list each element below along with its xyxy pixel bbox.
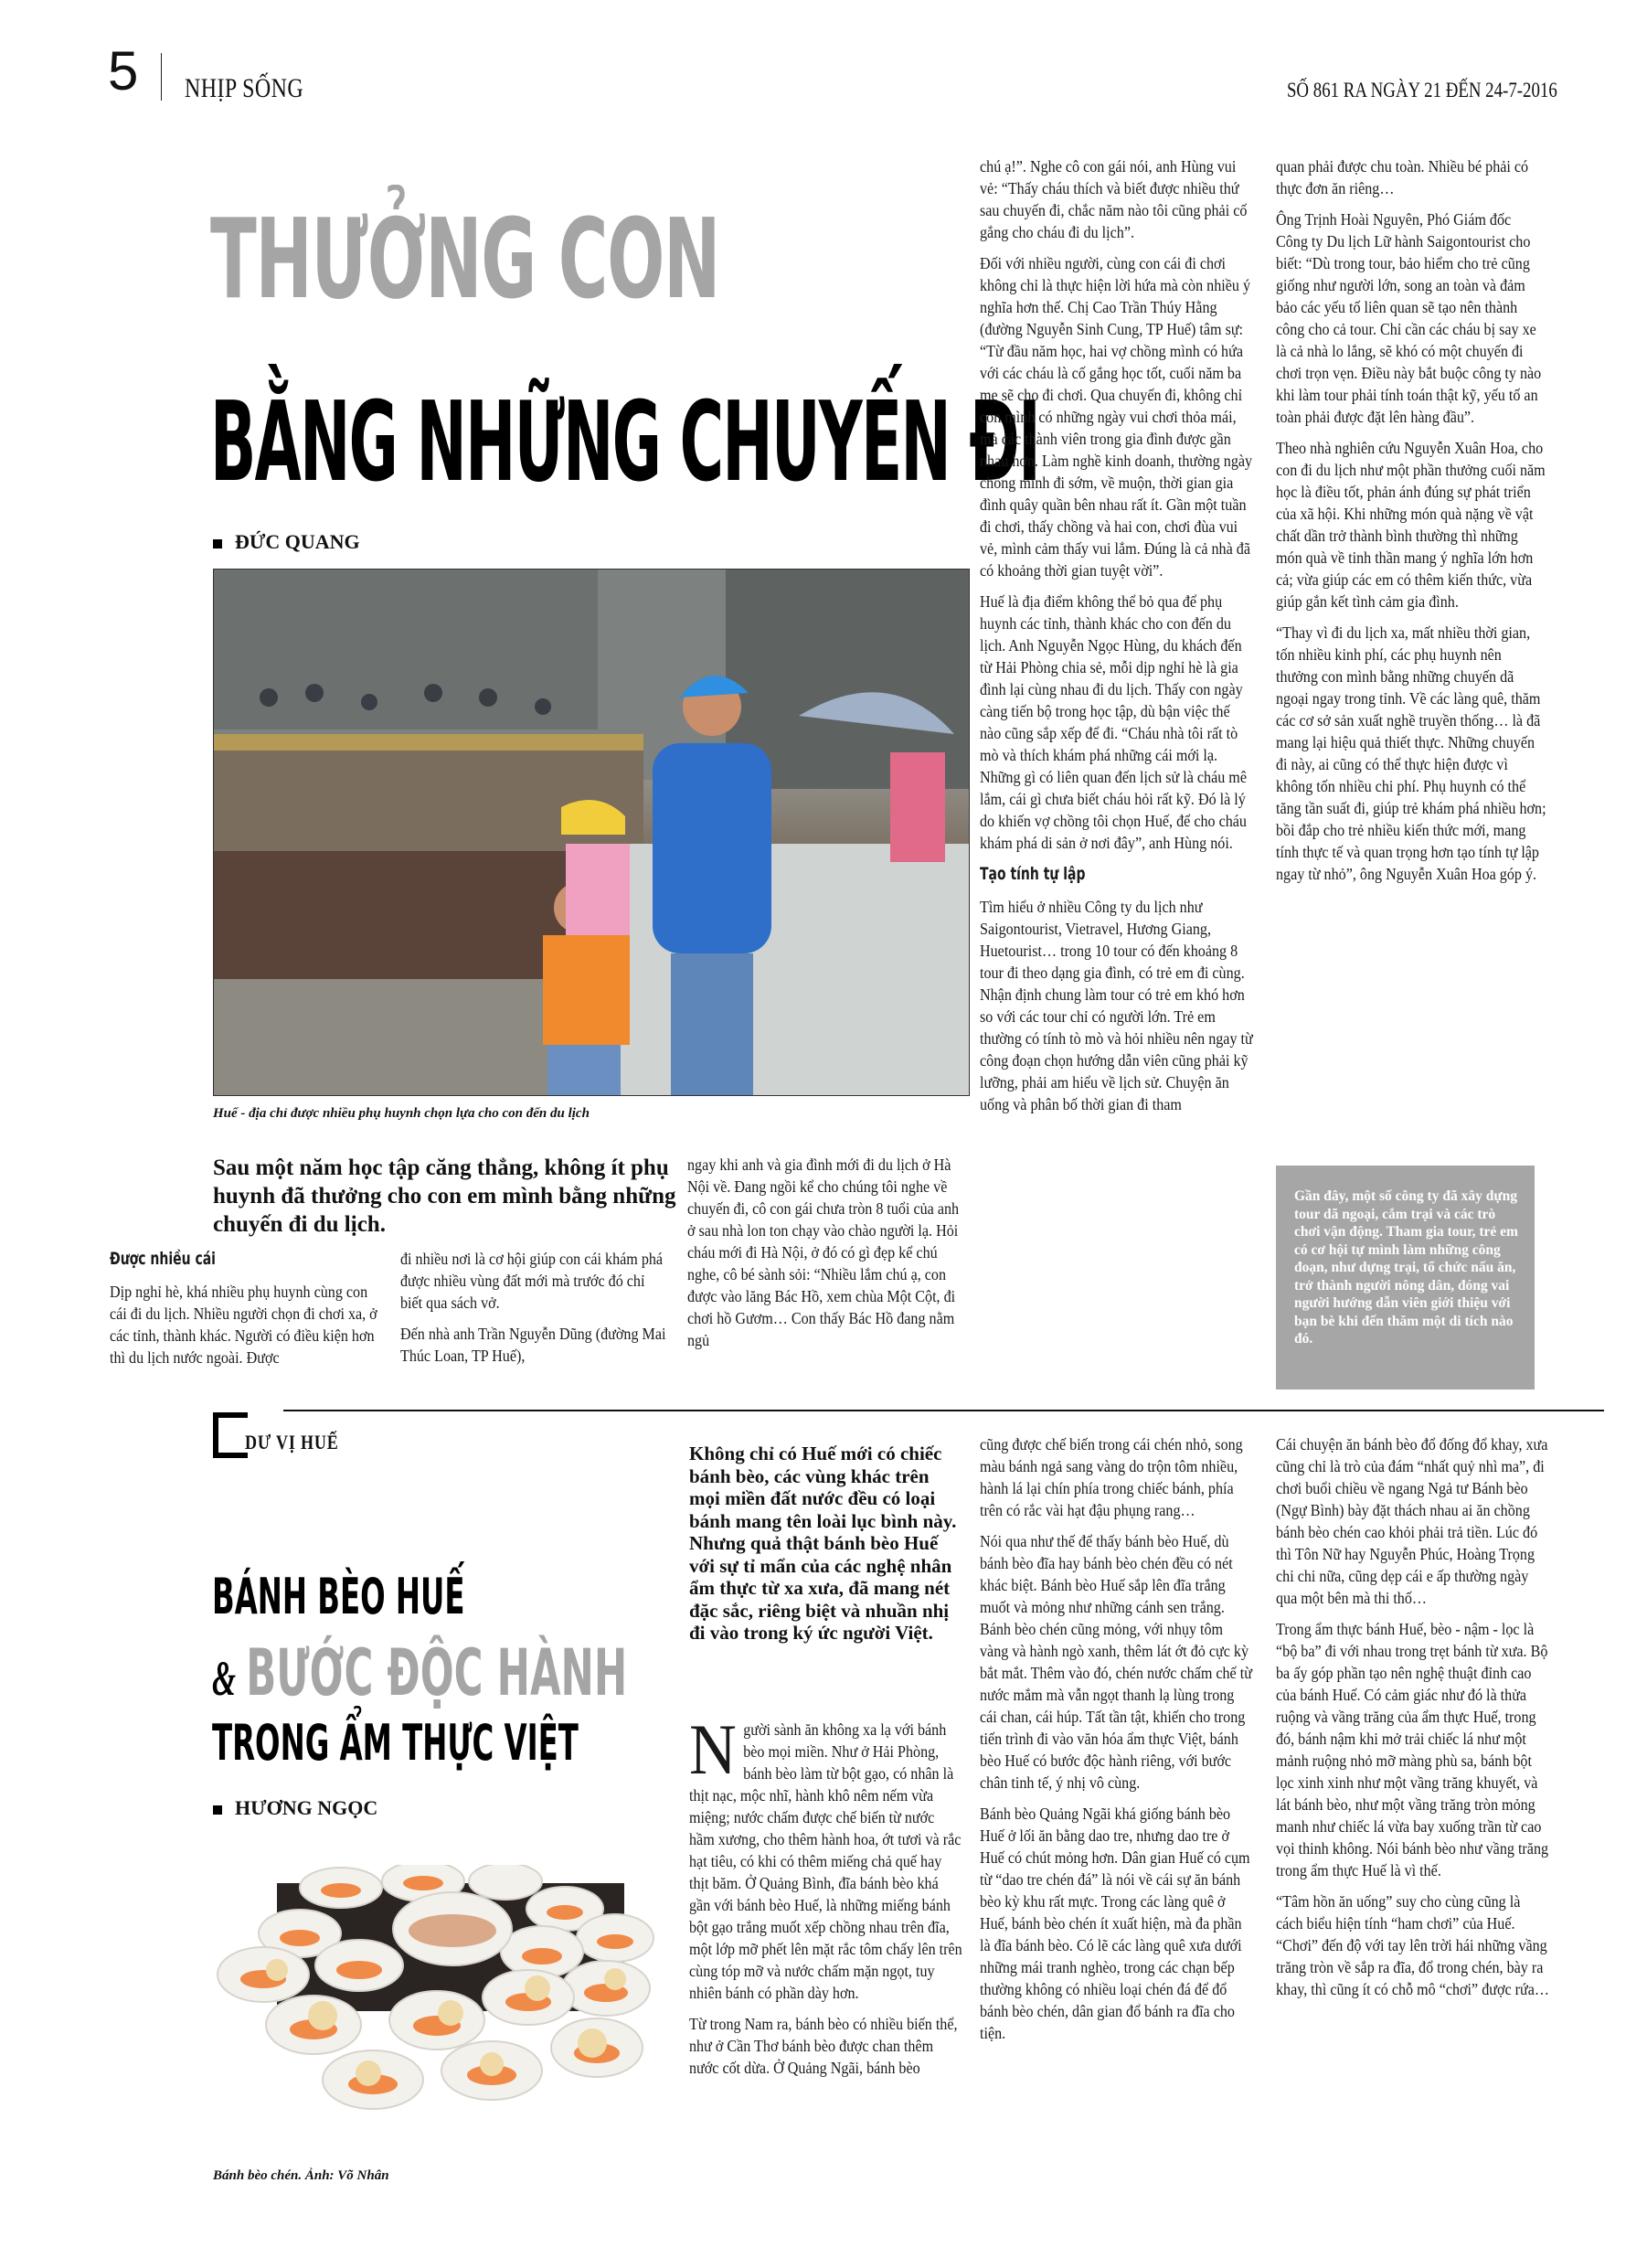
byline-2 bbox=[213, 1796, 377, 1820]
paragraph: Ông Trịnh Hoài Nguyên, Phó Giám đốc Công ty Du lịch Lữ hành Saigontourist cho biết: “Dù trong tour, bảo hiểm cho trẻ cũng giống như người lớn, song an toàn và đảm bảo các yếu tố liên quan sẽ tạo nên thành công cho cả tour. Chỉ cần các cháu bị say xe là cả nhà lo lắng, sẽ khó có một chuyến đi chơi trọn vẹn. Điều này bắt buộc công ty nào khi làm tour phải tính toán thật kỹ, yếu tố an toàn phải được đặt lên hàng đầu”. bbox=[1276, 210, 1542, 426]
issue-info: SỐ 861 RA NGÀY 21 ĐẾN 24-7-2016 bbox=[1287, 79, 1557, 101]
paragraph: Bánh bèo Quảng Ngãi khá giống bánh bèo Huế ở lối ăn bằng dao tre, nhưng dao tre ở Huế có chút mỏng hơn. Dân gian Huế có cụm từ “dao tre chén đá” là nói về cái sự ăn bánh bèo kỳ khu rất mực. Trong các làng quê ở Huế, bánh bèo chén ít xuất hiện, mà đa phần là đĩa bánh bèo. Có lẽ các làng quê xưa dưới những mái tranh nghèo, trong các chạn bếp thường không có nhiều loại chén đá để đổ bánh bèo chén, dân gian đổ bánh ra đĩa cho tiện. bbox=[980, 1805, 1250, 2042]
paragraph: Từ trong Nam ra, bánh bèo có nhiều biến thể, như ở Cần Thơ bánh bèo được chan thêm nước cốt dừa. Ở Quảng Ngãi, bánh bèo bbox=[689, 2015, 958, 2077]
byline-author: ĐỨC QUANG bbox=[235, 530, 360, 553]
paragraph: Theo nhà nghiên cứu Nguyễn Xuân Hoa, cho con đi du lịch như một phần thưởng cuối năm học là điều tốt, phản ánh đúng sự phát triển của xã hội. Khi những món quà nặng về vật chất dần trở thành bình thường thì những món quà về tinh thần mang ý nghĩa lớn hơn cả; vừa giúp các em có thêm kiến thức, vừa giúp gắn kết tình cảm gia đình. bbox=[1276, 439, 1546, 611]
subheading: Được nhiều cái bbox=[110, 1249, 216, 1269]
sidebar-text: Gần đây, một số công ty đã xây dựng tour dã ngoại, cắm trại và các trò chơi vận động. Tham gia tour, trẻ em có cơ hội tự mình làm những công đoạn, như dựng trại, tổ chức nấu ăn, trở thành người nông dân, đóng vai người hướng dẫn viên giới thiệu với bạn bè khi đến thăm một di tích nào đó. bbox=[1294, 1188, 1518, 1347]
paragraph: chú ạ!”. Nghe cô con gái nói, anh Hùng vui vẻ: “Thấy cháu thích và biết được nhiều thứ sau chuyến đi, chắc năm nào tôi cũng phải cố gắng cho cháu đi du lịch”. bbox=[980, 157, 1248, 241]
photo-caption: Huế - địa chỉ được nhiều phụ huynh chọn lựa cho con đến du lịch bbox=[213, 1106, 590, 1121]
article-photo-banh-beo bbox=[213, 1865, 675, 2112]
paragraph bbox=[689, 1709, 963, 2004]
header-separator bbox=[161, 53, 162, 101]
article-lede: Sau một năm học tập căng thẳng, không ít phụ huynh đã thưởng cho con em mình bằng những chuyến đi du lịch. bbox=[213, 1155, 676, 1237]
headline2-line-1: BÁNH BÈO HUẾ bbox=[212, 1568, 465, 1625]
paragraph: ngay khi anh và gia đình mới đi du lịch ở Hà Nội về. Đang ngồi kể cho chúng tôi nghe về chuyến đi, cô con gái chưa tròn 8 tuổi của anh ở sau nhà lon ton chạy vào chào người lạ. Hỏi cháu mới đi Hà Nội, ở đó có gì đẹp kể chú nghe, cô bé sành sỏi: “Nhiều lắm chú ạ, con được vào lăng Bác Hồ, xem chùa Một Cột, đi chơi hồ Gươm… Con thấy Bác Hồ đang nằm ngủ bbox=[687, 1155, 960, 1349]
byline-bullet-icon bbox=[213, 539, 222, 548]
headline2-line-3: TRONG ẨM THỰC VIỆT bbox=[212, 1714, 579, 1772]
paragraph: Đến nhà anh Trần Nguyễn Dũng (đường Mai Thúc Loan, TP Huế), bbox=[400, 1325, 666, 1365]
byline-bullet-icon bbox=[213, 1805, 222, 1815]
paragraph: cũng được chế biến trong cái chén nhỏ, song màu bánh ngả sang vàng do trộn tôm nhiều, hành lá lại chín phía trong chiếc bánh, phía trên có rắc vài hạt đậu phụng rang… bbox=[980, 1435, 1243, 1519]
page-number: 5 bbox=[108, 40, 139, 101]
article-photo-family-hue bbox=[213, 569, 970, 1096]
headline2-line-2 bbox=[212, 1635, 628, 1710]
drop-cap: N bbox=[689, 1709, 737, 1789]
section-name: NHỊP SỐNG bbox=[185, 73, 304, 103]
article-column-5 bbox=[1276, 155, 1546, 894]
paragraph: Cái chuyện ăn bánh bèo đổ đống đổ khay, xưa cũng chỉ là trò của đám “nhất quỷ nhì ma”, đi chơi buổi chiều về ngang Ngả tư Bánh bèo (Ngự Bình) bày đặt thách nhau ai ăn chồng bánh bèo chén cao khỏi phải trả tiền. Lúc đó thì Tôn Nữ hay Nguyễn Phúc, Hoàng Trọng chi chi nữa, cũng dẹp cái e ấp thường ngày qua một bên mà thi thố… bbox=[1276, 1435, 1548, 1607]
paragraph: quan phải được chu toàn. Nhiều bé phải có thực đơn ăn riêng… bbox=[1276, 157, 1529, 197]
paragraph: “Tâm hồn ăn uống” suy cho cùng cũng là cách biểu hiện tính “ham chơi” của Huế. “Chơi” đến độ với tay lên trời hái những vầng trăng tròn về sắp ra đĩa, đổ trong chén, bày ra khay, thì cũng ít có chỗ mô “chơi” được rứa… bbox=[1276, 1892, 1549, 1998]
paragraph: Huế là địa điểm không thể bỏ qua để phụ huynh các tỉnh, thành khác cho con đến du lịch. Anh Nguyễn Ngọc Hùng, du khách đến từ Hải Phòng chia sẻ, mỗi dịp nghỉ hè là gia đình lại cùng nhau đi du lịch. Thấy con ngày càng tiến bộ trong học tập, dù bận việc thế nào cũng sắp xếp để đi. “Cháu nhà tôi rất tò mò và thích khám phá những cái mới lạ. Những gì có liên quan đến lịch sử là cháu mê lắm, cái gì chưa biết cháu hỏi rất kỹ. Đó là lý do khiến vợ chồng tôi chọn Huế, để cho cháu khám phá di sản ở nơi đây”, anh Hùng nói. bbox=[980, 592, 1247, 852]
byline-author: HƯƠNG NGỌC bbox=[235, 1796, 378, 1819]
photo-caption-2: Bánh bèo chén. Ảnh: Võ Nhân bbox=[213, 2168, 389, 2183]
article-column-4 bbox=[980, 155, 1253, 1124]
kicker-bracket-icon bbox=[213, 1412, 248, 1458]
paragraph: Dịp nghỉ hè, khá nhiều phụ huynh cùng con cái đi du lịch. Nhiều người chọn đi chơi xa, ở các tỉnh, thành khác. Người có điều kiện hơn thì du lịch nước ngoài. Được bbox=[110, 1283, 377, 1367]
article-column-2 bbox=[400, 1248, 666, 1376]
article2-column-1 bbox=[689, 1709, 962, 2088]
paragraph: Trong ẩm thực bánh Huế, bèo - nậm - lọc là “bộ ba” đi với nhau trong trẹt bánh từ xưa. Bộ ba ấy góp phần tạo nên nghệ thuật đỉnh cao của bánh Huế. Có cảm giác như đó là thửa ruộng và vầng trăng của ẩm thực Huế, trong đó, bánh nậm khi mở trải chiếc lá như một mảnh ruộng nhỏ mỡ màng phù sa, bánh bột lọc xinh xinh như một vầng trăng khuyết, và lát bánh bèo, như một vầng trăng tròn mỏng manh như chiếc lá vừa bay xuống trần từ cao vọi thinh không. Nói bánh bèo như vầng trăng trong ẩm thực Huế là vì thế. bbox=[1276, 1620, 1549, 1879]
headline-line-1: THƯỞNG CON bbox=[210, 197, 720, 324]
headline2-ampersand: & bbox=[212, 1651, 237, 1706]
paragraph-text: gười sành ăn không xa lạ với bánh bèo mọi miền. Như ở Hải Phòng, bánh bèo làm từ bột gạo, có nhân là thịt nạc, mộc nhĩ, hành khô nêm nếm vừa miệng; nước chấm được chế biến từ nước hầm xương, cho thêm hành hoa, ớt tươi và rắc hạt tiêu, có khi có thêm miếng chả quế hay thịt băm. Ở Quảng Bình, đĩa bánh bèo khá gần với bánh bèo Huế, là những miếng bánh bột gạo trắng muốt xếp chồng nhau trên đĩa, một lớp mỡ phết lên mặt rắc tôm chấy lên trên cùng tóp mỡ và nước chấm mặn ngọt, tuy nhiên bánh có phần dày hơn. bbox=[689, 1720, 962, 2002]
section-kicker: DƯ VỊ HUẾ bbox=[245, 1431, 339, 1453]
article2-lede: Không chỉ có Huế mới có chiếc bánh bèo, các vùng khác trên mọi miền đất nước đều có loại bánh mang tên loài lục bình này. Nhưng quả thật bánh bèo Huế với sự tỉ mẩn của các nghệ nhân ẩm thực từ xa xưa, đã mang nét đặc sắc, riêng biệt và nhuần nhị đi vào trong ký ức người Việt. bbox=[689, 1443, 957, 1644]
photo-illustration bbox=[213, 1865, 675, 2112]
paragraph: đi nhiều nơi là cơ hội giúp con cái khám phá được nhiều vùng đất mới mà trước đó chỉ biết qua sách vở. bbox=[400, 1250, 664, 1312]
article2-column-3 bbox=[1276, 1433, 1549, 2009]
paragraph: Nói qua như thế để thấy bánh bèo Huế, dù bánh bèo đĩa hay bánh bèo chén đều có nét khác biệt. Bánh bèo Huế sắp lên đĩa trắng muốt và mỏng như những cánh sen trắng. Bánh bèo chén cũng mỏng, với nhụy tôm vàng và hành ngò xanh, thêm lát ớt đỏ cực kỳ bắt mắt. Thêm vào đó, chén nước chấm chế từ nước mắm mà vẫn ngọt thanh lạ lùng trong cái chan, cái húp. Tất tần tật, khiến cho trong tiến trình đi vào văn hóa ẩm thực Việt, bánh bèo Huế có bước độc hành riêng, với bước chân tinh tế, ý nhị vô cùng. bbox=[980, 1532, 1252, 1792]
article2-column-2 bbox=[980, 1433, 1252, 2053]
headline2-line-2-text: BƯỚC ĐỘC HÀNH bbox=[246, 1635, 628, 1710]
article-column-1 bbox=[110, 1248, 377, 1378]
paragraph: Tìm hiểu ở nhiều Công ty du lịch như Saigontourist, Vietravel, Hương Giang, Huetourist… trong 10 tour có đến khoảng 8 tour đi theo dạng gia đình, có trẻ em đi cùng. Nhận định chung làm tour có trẻ em khó hơn so với các tour chỉ có người lớn. Trẻ em thường có tính tò mò và hỏi nhiều nên ngay từ công đoạn chọn hướng dẫn viên cũng phải kỹ lưỡng, phải am hiểu về lịch sử. Chuyện ăn uống và phân bố thời gian đi tham bbox=[980, 898, 1253, 1113]
headline-line-2: BẰNG NHỮNG CHUYẾN ĐI bbox=[210, 379, 1039, 506]
paragraph: Đối với nhiều người, cùng con cái đi chơi không chỉ là thực hiện lời hứa mà còn nhiều ý nghĩa hơn thế. Chị Cao Trần Thúy Hằng (đường Nguyễn Sinh Cung, TP Huế) tâm sự: “Từ đầu năm học, hai vợ chồng mình có hứa với các cháu là cố gắng học tốt, cuối năm ba mẹ sẽ cho đi chơi. Qua chuyến đi, không chỉ con mình có những ngày vui chơi thỏa mái, mà các thành viên trong gia đình được gần nhau hơn. Làm nghề kinh doanh, thường ngày chồng mình đi sớm, về muộn, thời gian gia đình quây quần bên nhau rất ít. Gần một tuần đi chơi, thấy chồng và hai con, chơi đùa vui vẻ, mình cảm thấy vui lắm. Đúng là cả nhà đã có khoảng thời gian tuyệt vời”. bbox=[980, 254, 1253, 580]
section-divider bbox=[283, 1410, 1604, 1411]
paragraph: “Thay vì đi du lịch xa, mất nhiều thời gian, tốn nhiều kinh phí, các phụ huynh nên thưởng con mình bằng những chuyến dã ngoại ngay trong tỉnh. Về các làng quê, thăm các cơ sở sản xuất nghề truyền thống… là đã mang lại hiệu quả thiết thực. Những chuyến đi này, ai cũng có thể thực hiện được vì không tốn nhiều chi phí. Phụ huynh có thể tăng tần suất đi, giúp trẻ khám phá nhiều hơn; bồi đắp cho trẻ nhiều kiến thức mới, mang tính thực tế và quan trọng hơn tạo tính tự lập ngay từ nhỏ”, ông Nguyễn Xuân Hoa góp ý. bbox=[1276, 623, 1546, 883]
subheading: Tạo tính tự lập bbox=[980, 864, 1086, 884]
photo-illustration bbox=[214, 570, 969, 1095]
sidebar-box bbox=[1276, 1166, 1535, 1390]
byline bbox=[213, 530, 360, 554]
article-column-3 bbox=[687, 1154, 960, 1360]
